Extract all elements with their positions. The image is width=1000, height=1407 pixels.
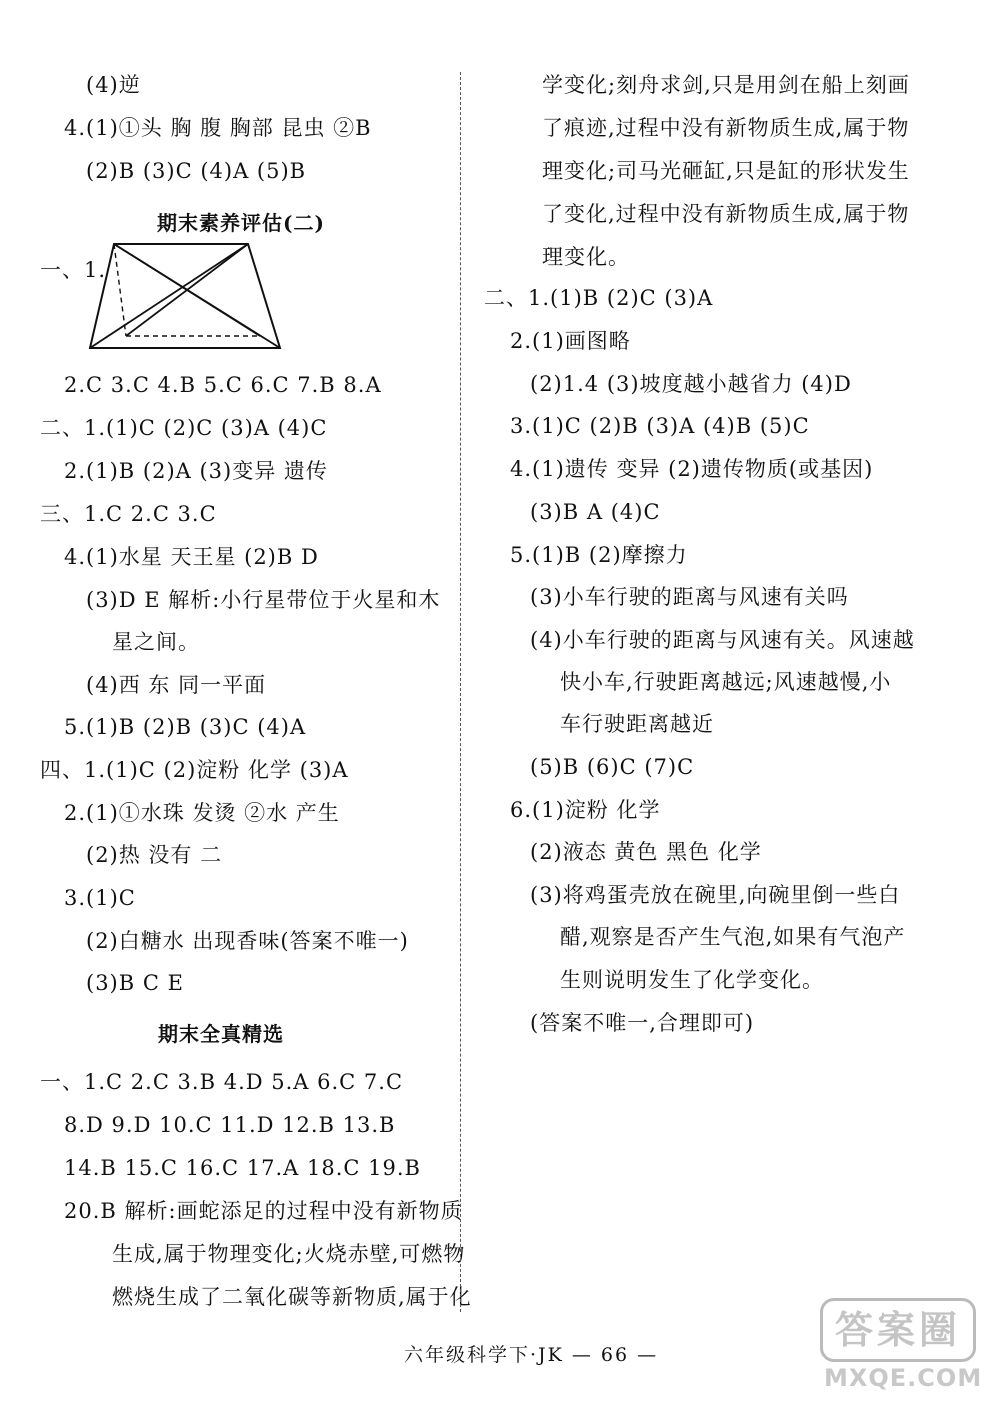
answer-line: 8.D 9.D 10.C 11.D 12.B 13.B (64, 1113, 396, 1137)
answer-line: (3)将鸡蛋壳放在碗里,向碗里倒一些白 (530, 883, 901, 907)
answer-line: 理变化;司马光砸缸,只是缸的形状发生 (542, 159, 910, 183)
answer-line: 生则说明发生了化学变化。 (560, 968, 824, 992)
answer-line: (5)B (6)C (7)C (530, 755, 695, 779)
answer-line: 三、1.C 2.C 3.C (40, 502, 217, 526)
answer-line: 快小车,行驶距离越远;风速越慢,小 (560, 670, 892, 694)
answer-line: (4)小车行驶的距离与风速有关。风速越 (530, 628, 915, 652)
answer-line: (3)D E 解析:小行星带位于火星和木 (86, 588, 441, 612)
answer-line: 4.(1)遗传 变异 (2)遗传物质(或基因) (510, 457, 874, 481)
answer-line: 2.C 3.C 4.B 5.C 6.C 7.B 8.A (64, 373, 382, 397)
watermark-url: MXQE.COM (824, 1364, 983, 1392)
answer-line: 了痕迹,过程中没有新物质生成,属于物 (542, 116, 910, 140)
answer-line: 车行驶距离越近 (560, 712, 714, 736)
answer-line: (3)小车行驶的距离与风速有关吗 (530, 585, 849, 609)
answer-line: 燃烧生成了二氧化碳等新物质,属于化 (112, 1285, 472, 1309)
answer-line: 2.(1)画图略 (510, 329, 631, 353)
answer-line: 14.B 15.C 16.C 17.A 18.C 19.B (64, 1156, 421, 1180)
answer-line: 一、1. (40, 258, 107, 282)
answer-line: 2.(1)B (2)A (3)变异 遗传 (64, 459, 328, 483)
answer-line: (2)B (3)C (4)A (5)B (86, 159, 307, 183)
answer-line: (3)B C E (86, 971, 184, 995)
answer-line: 3.(1)C (2)B (3)A (4)B (5)C (510, 414, 810, 438)
column-divider (460, 72, 461, 1312)
answer-line: (2)热 没有 二 (86, 843, 223, 867)
answer-line: 5.(1)B (2)摩擦力 (510, 543, 688, 567)
answer-line: 生成,属于物理变化;火烧赤壁,可燃物 (112, 1242, 466, 1266)
answer-line: (2)液态 黄色 黑色 化学 (530, 840, 762, 864)
answer-line: 学变化;刻舟求剑,只是用剑在船上刻画 (542, 73, 910, 97)
answer-line: 星之间。 (112, 630, 200, 654)
answer-line: 醋,观察是否产生气泡,如果有气泡产 (560, 925, 906, 949)
answer-line: 6.(1)淀粉 化学 (510, 798, 661, 822)
answer-line: (2)1.4 (3)坡度越小越省力 (4)D (530, 372, 852, 396)
answer-line: 理变化。 (542, 245, 630, 269)
section-heading: 期末全真精选 (158, 1022, 284, 1046)
answer-line: 4.(1)水星 天王星 (2)B D (64, 545, 319, 569)
page-footer: 六年级科学下·JK — 66 — (404, 1344, 659, 1366)
answer-line: 二、1.(1)B (2)C (3)A (484, 286, 714, 310)
answer-line: 2.(1)①水珠 发烫 ②水 产生 (64, 801, 340, 825)
answer-line: 一、1.C 2.C 3.B 4.D 5.A 6.C 7.C (40, 1070, 404, 1094)
answer-line: 4.(1)①头 胸 腹 胸部 昆虫 ②B (64, 116, 372, 140)
answer-line: (4)逆 (86, 73, 141, 97)
answer-line: 3.(1)C (64, 886, 136, 910)
answer-line: 四、1.(1)C (2)淀粉 化学 (3)A (40, 758, 349, 782)
answer-line: 二、1.(1)C (2)C (3)A (4)C (40, 416, 328, 440)
section-heading: 期末素养评估(二) (157, 211, 325, 235)
answer-line: (4)西 东 同一平面 (86, 673, 267, 697)
answer-line: (3)B A (4)C (530, 500, 661, 524)
answer-line: (2)白糖水 出现香味(答案不唯一) (86, 929, 409, 953)
answer-line: 20.B 解析:画蛇添足的过程中没有新物质 (64, 1199, 463, 1223)
watermark-logo (820, 1298, 990, 1400)
answer-line: (答案不唯一,合理即可) (530, 1011, 755, 1035)
answer-line: 5.(1)B (2)B (3)C (4)A (64, 715, 307, 739)
prism-diagram (86, 240, 286, 352)
answer-line: 了变化,过程中没有新物质生成,属于物 (542, 202, 910, 226)
watermark-logo-text: 答案圈 (820, 1298, 976, 1362)
